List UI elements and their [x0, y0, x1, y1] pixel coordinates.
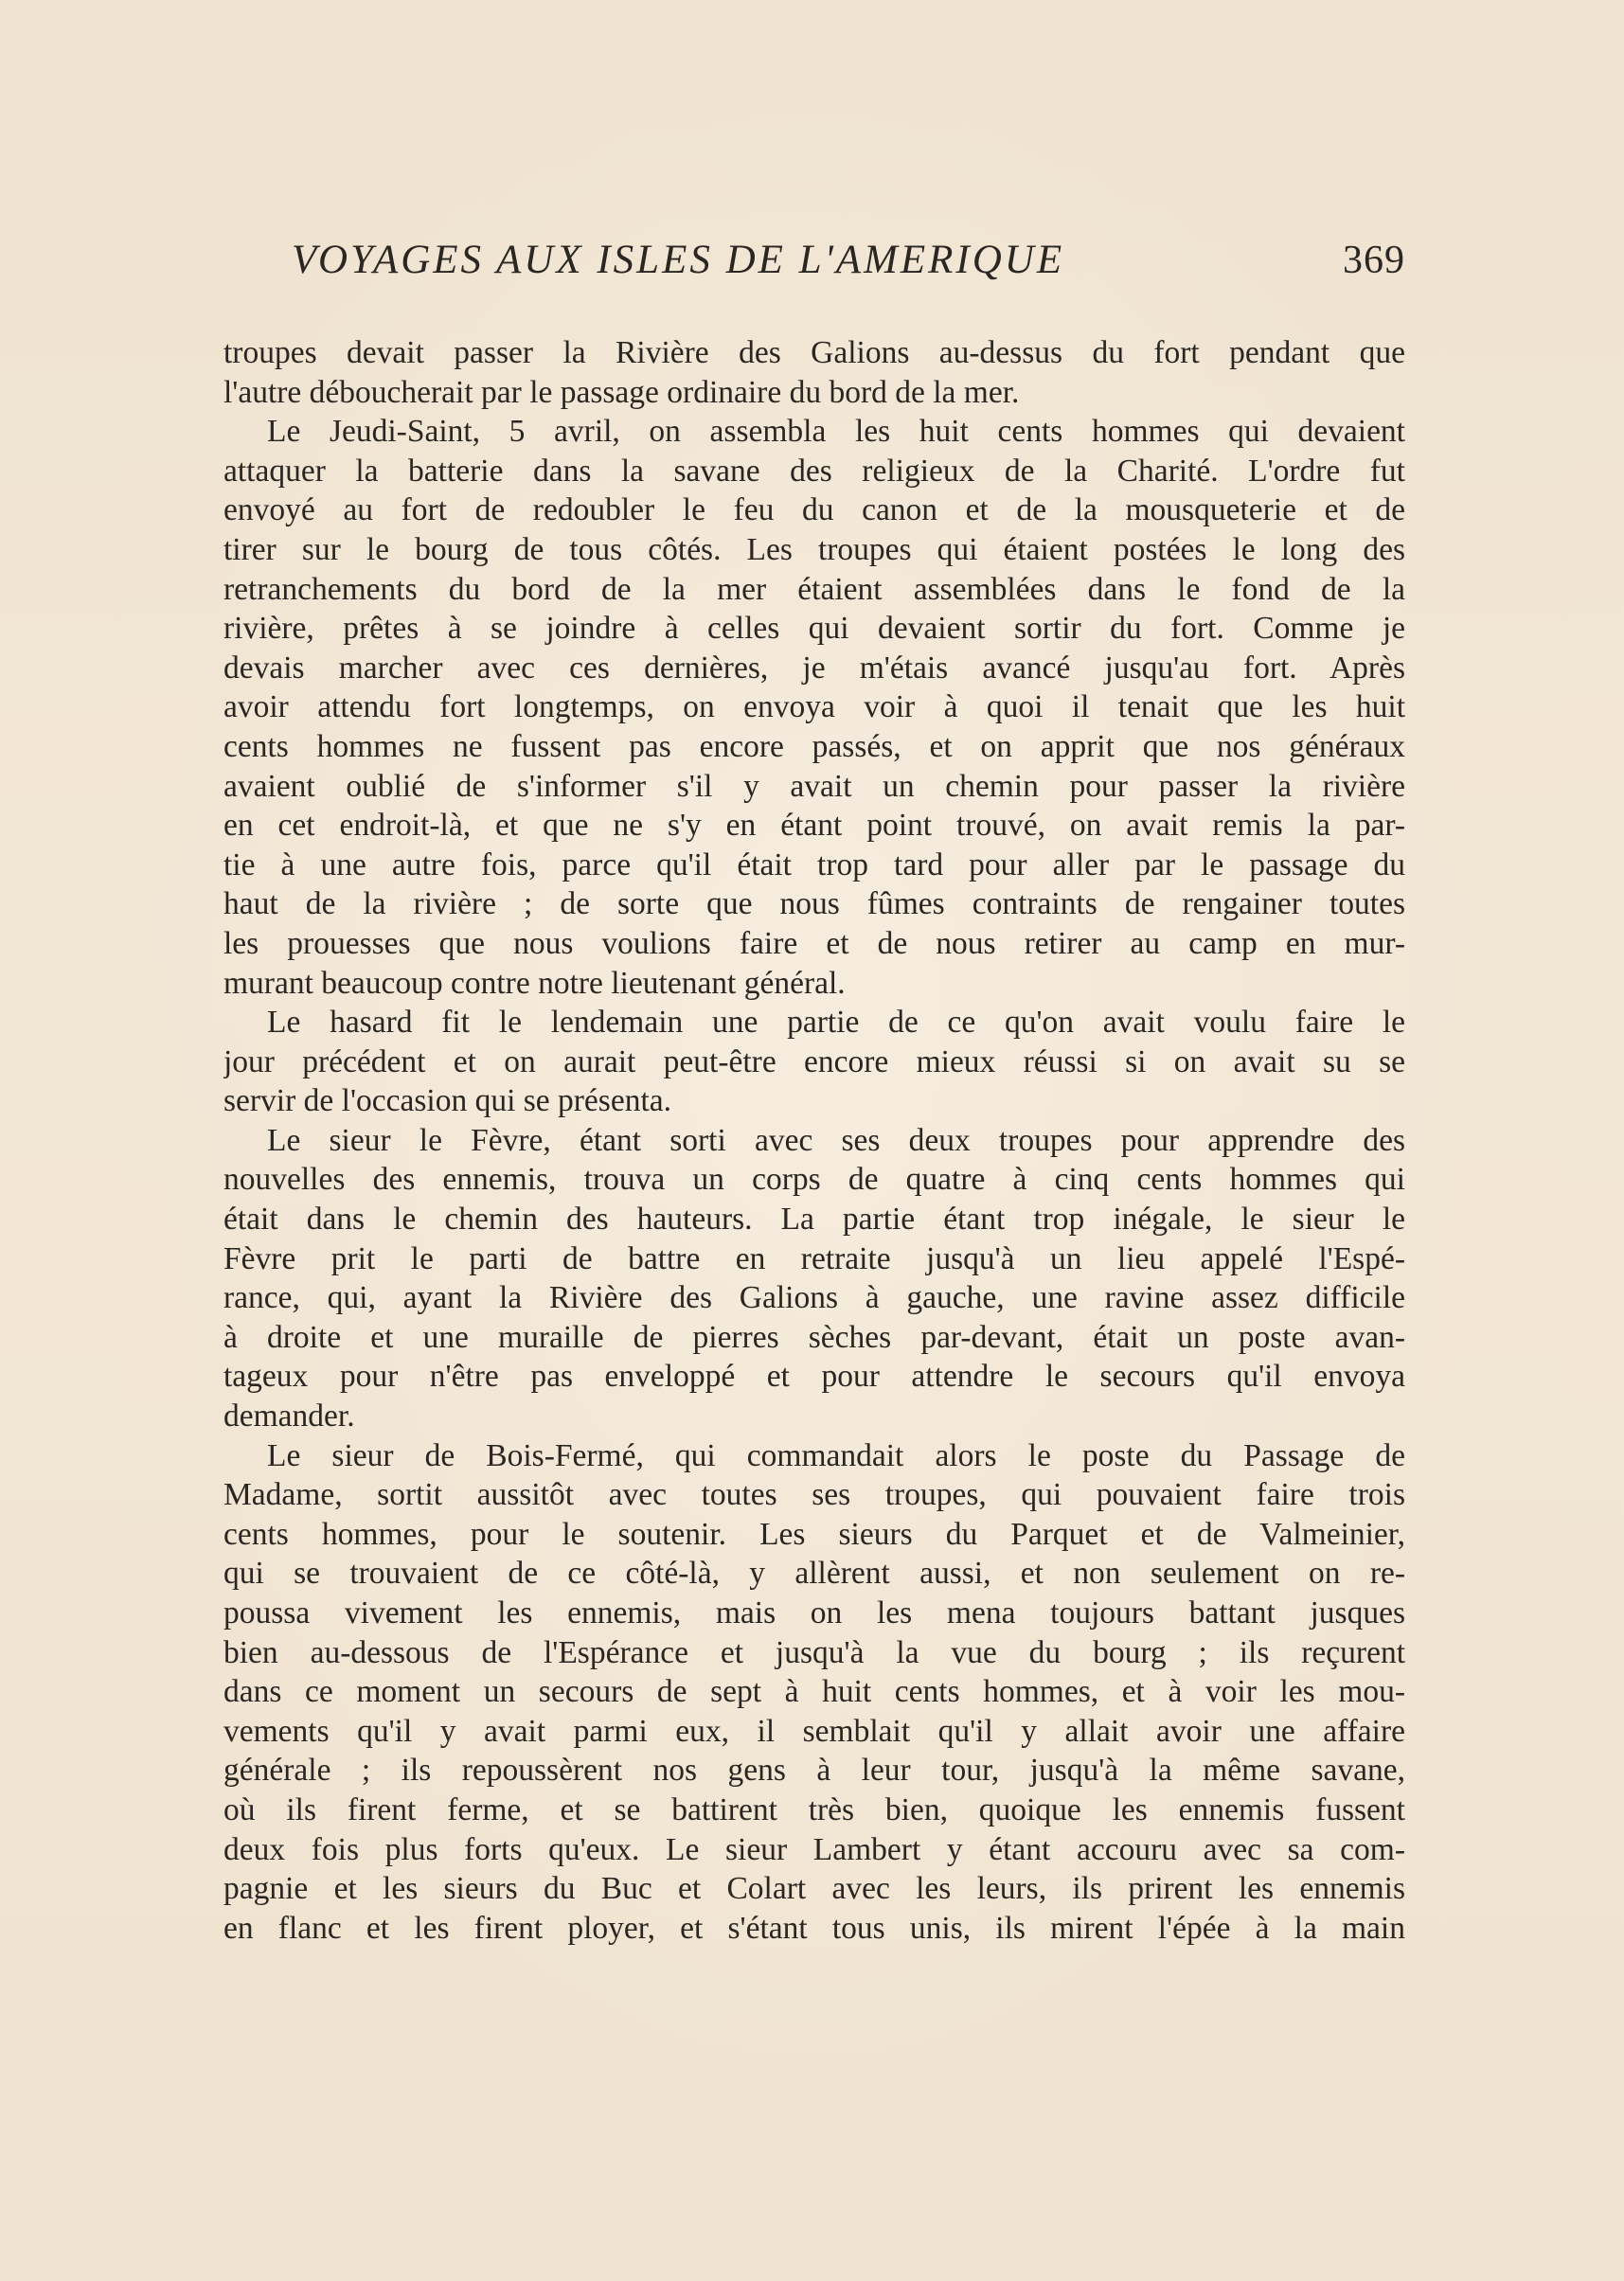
text-line: troupes devait passer la Rivière des Galions au-dessus du fort pendant que — [223, 335, 1405, 370]
text-line: servir de l'occasion qui se présenta. — [223, 1083, 672, 1119]
running-head — [275, 232, 1405, 289]
text-line: cents hommes, pour le soutenir. Les sieurs du Parquet et de Valmeinier, — [223, 1516, 1405, 1552]
text-line: dans ce moment un secours de sept à huit cents hommes, et à voir les mou- — [223, 1674, 1405, 1710]
text-line: envoyé au fort de redoubler le feu du canon et de la mousqueterie et de — [223, 492, 1405, 528]
text-line: Fèvre prit le parti de battre en retraite jusqu'à un lieu appelé l'Espé- — [223, 1240, 1405, 1276]
text-line: murant beaucoup contre notre lieutenant général. — [223, 965, 846, 1001]
text-line: jour précédent et on aurait peut-être encore mieux réussi si on avait su se — [223, 1043, 1405, 1079]
text-line: tirer sur le bourg de tous côtés. Les troupes qui étaient postées le long des — [223, 531, 1405, 567]
text-line: pagnie et les sieurs du Buc et Colart avec les leurs, ils prirent les ennemis — [223, 1871, 1405, 1907]
text-line: attaquer la batterie dans la savane des religieux de la Charité. L'ordre fut — [223, 453, 1405, 489]
text-line: en cet endroit-là, et que ne s'y en étant point trouvé, on avait remis la par- — [223, 808, 1405, 844]
text-line: nouvelles des ennemis, trouva un corps de quatre à cinq cents hommes qui — [223, 1162, 1405, 1198]
text-line: Le hasard fit le lendemain une partie de ce qu'on avait voulu faire le — [267, 1005, 1405, 1041]
text-line: haut de la rivière ; de sorte que nous fûmes contraints de rengainer toutes — [223, 886, 1405, 922]
text-line: où ils firent ferme, et se battirent très bien, quoique les ennemis fussent — [223, 1791, 1405, 1827]
text-line: poussa vivement les ennemis, mais on les mena toujours battant jusques — [223, 1595, 1405, 1631]
text-line: tie à une autre fois, parce qu'il était trop tard pour aller par le passage du — [223, 846, 1405, 882]
text-line: qui se trouvaient de ce côté-là, y allèrent aussi, et non seulement on re- — [223, 1556, 1405, 1592]
text-line: retranchements du bord de la mer étaient assemblées dans le fond de la — [223, 571, 1405, 607]
text-line: rance, qui, ayant la Rivière des Galions à gauche, une ravine assez difficile — [223, 1280, 1405, 1316]
text-line: vements qu'il y avait parmi eux, il semblait qu'il y allait avoir une affaire — [223, 1713, 1405, 1749]
text-line: rivière, prêtes à se joindre à celles qui devaient sortir du fort. Comme je — [223, 611, 1405, 647]
text-line: en flanc et les firent ployer, et s'étant tous unis, ils mirent l'épée à la main — [223, 1910, 1405, 1946]
text-line: Madame, sortit aussitôt avec toutes ses troupes, qui pouvaient faire trois — [223, 1477, 1405, 1513]
running-title: VOYAGES AUX ISLES DE L'AMERIQUE — [292, 238, 1065, 282]
text-line: deux fois plus forts qu'eux. Le sieur Lambert y étant accouru avec sa com- — [223, 1831, 1405, 1867]
text-line: devais marcher avec ces dernières, je m'étais avancé jusqu'au fort. Après — [223, 650, 1405, 686]
text-line: demander. — [223, 1399, 355, 1435]
page-number: 369 — [1343, 239, 1405, 282]
text-line: à droite et une muraille de pierres sèches par-devant, était un poste avan- — [223, 1319, 1405, 1355]
body-text — [223, 333, 1405, 1948]
text-line: tageux pour n'être pas enveloppé et pour attendre le secours qu'il envoya — [223, 1359, 1405, 1395]
text-line: bien au-dessous de l'Espérance et jusqu'à la vue du bourg ; ils reçurent — [223, 1634, 1405, 1670]
text-line: générale ; ils repoussèrent nos gens à leur tour, jusqu'à la même savane, — [223, 1753, 1405, 1789]
text-line: les prouesses que nous voulions faire et de nous retirer au camp en mur- — [223, 925, 1405, 961]
text-line: Le sieur de Bois-Fermé, qui commandait alors le poste du Passage de — [267, 1437, 1405, 1473]
text-line: avaient oublié de s'informer s'il y avait un chemin pour passer la rivière — [223, 768, 1405, 804]
text-line: Le Jeudi-Saint, 5 avril, on assembla les huit cents hommes qui devaient — [267, 414, 1405, 450]
text-line: l'autre déboucherait par le passage ordinaire du bord de la mer. — [223, 374, 1020, 410]
text-line: cents hommes ne fussent pas encore passés, et on apprit que nos généraux — [223, 728, 1405, 764]
text-line: avoir attendu fort longtemps, on envoya voir à quoi il tenait que les huit — [223, 689, 1405, 725]
text-line: était dans le chemin des hauteurs. La partie étant trop inégale, le sieur le — [223, 1202, 1405, 1238]
text-line: Le sieur le Fèvre, étant sorti avec ses deux troupes pour apprendre des — [267, 1122, 1405, 1158]
